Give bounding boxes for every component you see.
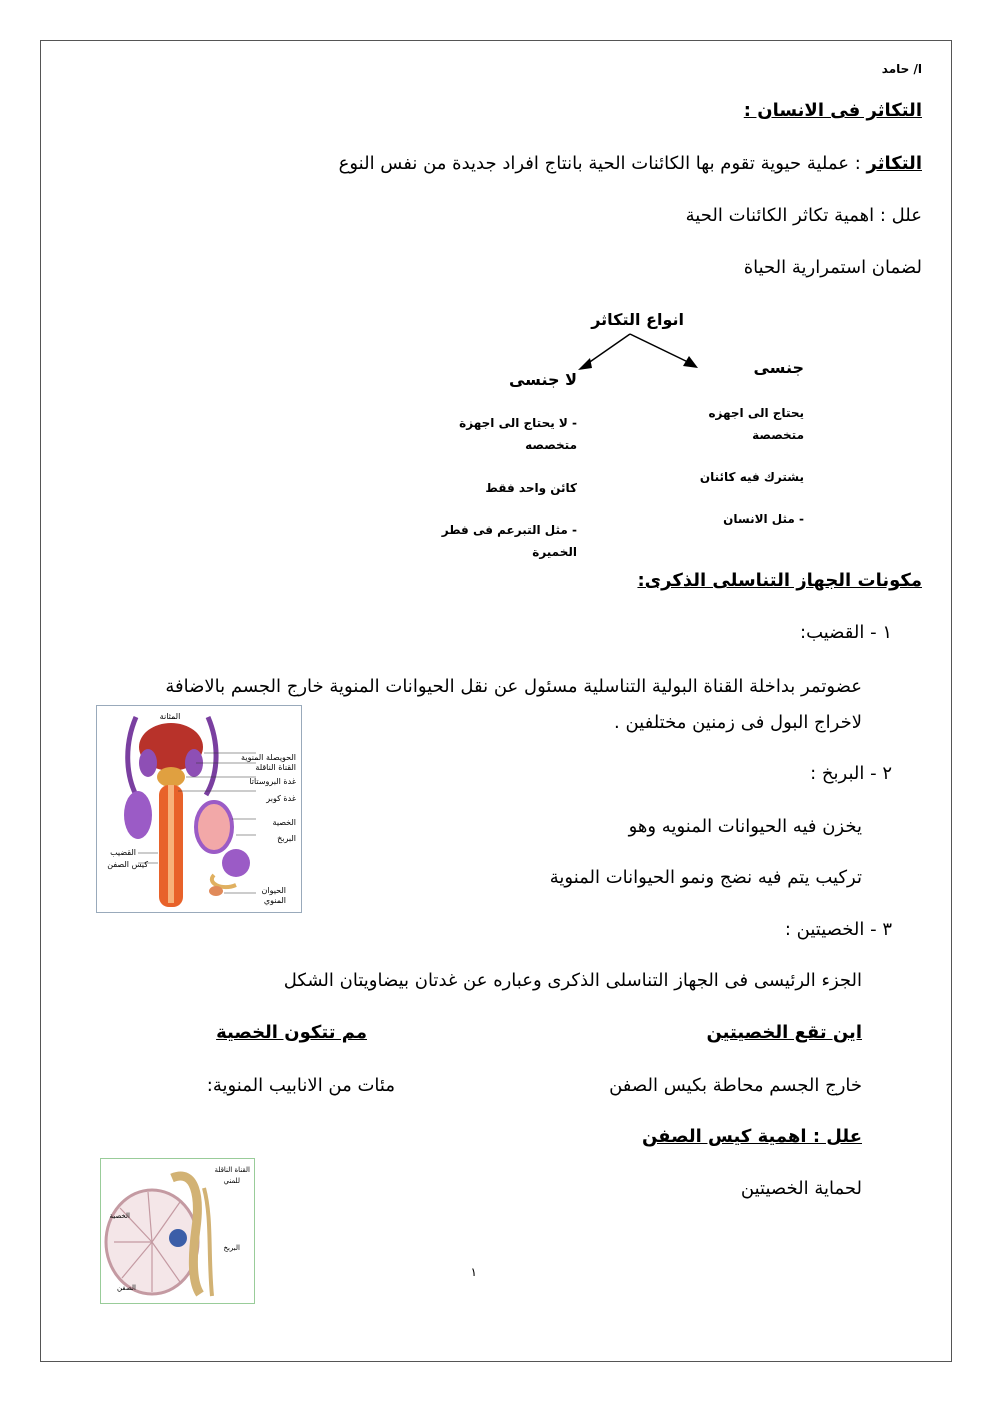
prostate-shape bbox=[157, 767, 185, 787]
sexual-label: جنسى bbox=[753, 358, 804, 377]
testes-where-answer: خارج الجسم محاطة بكيس الصفن bbox=[609, 1075, 862, 1096]
sexual-point-1: يحتاج الى اجهزه متخصصة bbox=[708, 406, 804, 442]
penis-line-1: عضوتمر بداخلة القناة البولية التناسلية مسئول عن نقل الحيوانات المنوية خارج الجسم بالاضافة bbox=[165, 676, 862, 697]
rete-testis bbox=[169, 1229, 187, 1247]
page-title: التكاثر فى الانسان : bbox=[743, 100, 922, 121]
scrotum-question: علل : اهمية كيس الصفن bbox=[641, 1126, 862, 1147]
arrow-left-line bbox=[584, 334, 630, 366]
page-number: ١ bbox=[470, 1265, 477, 1279]
label-testis: الخصية bbox=[109, 1212, 130, 1220]
author-label: ا/ حامد bbox=[881, 62, 922, 76]
label-epididymis: البربخ bbox=[223, 1244, 240, 1252]
types-title: انواع التكاثر bbox=[591, 310, 684, 329]
label-cowper: غدة كوبر bbox=[266, 794, 296, 803]
scrotum-answer: لحماية الخصيتين bbox=[740, 1178, 862, 1199]
arrow-left-head bbox=[578, 358, 592, 370]
label-testis: الخصية bbox=[272, 818, 296, 827]
testes-title: ٣ - الخصيتين : bbox=[784, 919, 892, 940]
vesicle-left bbox=[139, 749, 157, 777]
label-sperm-1: الحيوان bbox=[261, 886, 286, 895]
penis-line-2: لاخراج البول فى زمنين مختلفين . bbox=[614, 712, 862, 733]
penis-title: ١ - القضيب: bbox=[800, 622, 892, 643]
reason-question: علل : اهمية تكاثر الكائنات الحية bbox=[685, 205, 922, 226]
asexual-point-3: - مثل التبرعم فى فطر الخميرة bbox=[441, 523, 577, 559]
label-vas: القناة الناقلة bbox=[255, 763, 296, 772]
testes-text: الجزء الرئيسى فى الجهاز التناسلى الذكرى وعباره عن غدتان بيضاويتان الشكل bbox=[283, 970, 862, 991]
testes-made-answer: مئات من الانابيب المنوية: bbox=[206, 1075, 395, 1096]
definition-line bbox=[339, 153, 922, 174]
label-vas-1: القناة الناقلة bbox=[214, 1166, 250, 1174]
label-prostate: غدة البروستاتا bbox=[249, 777, 296, 786]
urethra-shape bbox=[168, 785, 174, 903]
arrow-right-line bbox=[630, 334, 692, 364]
male-system-heading: مكونات الجهاز التناسلى الذكرى: bbox=[637, 570, 922, 591]
arrow-right-head bbox=[683, 356, 698, 368]
testes-made-question: مم تتكون الخصية bbox=[216, 1022, 367, 1043]
testis-detail bbox=[222, 849, 250, 877]
types-arrows bbox=[570, 330, 710, 380]
testes-where-question: اين تقع الخصيتين bbox=[706, 1022, 862, 1043]
asexual-point-1: - لا يحتاج الى اجهزة متخصصه bbox=[459, 416, 577, 452]
label-vesicle: الحويصلة المنوية bbox=[241, 753, 296, 762]
label-epididymis: البربخ bbox=[277, 834, 296, 843]
epididymis-line-2: تركيب يتم فيه نضج ونمو الحيوانات المنوية bbox=[549, 867, 862, 888]
label-scrotum: الصفن bbox=[116, 1284, 136, 1292]
testis-diagram bbox=[100, 1158, 255, 1304]
testis-left bbox=[124, 791, 152, 839]
sexual-point-3: - مثل الانسان bbox=[723, 512, 804, 526]
label-bladder: المثانة bbox=[159, 712, 181, 721]
reason-answer: لضمان استمرارية الحياة bbox=[743, 257, 922, 278]
asexual-label: لا جنسى bbox=[508, 370, 577, 389]
testis-right bbox=[196, 802, 232, 852]
label-penis: القضيب bbox=[110, 848, 136, 857]
epididymis-line-1: يخزن فيه الحيوانات المنويه وهو bbox=[628, 816, 862, 837]
sperm-head bbox=[209, 886, 223, 896]
label-scrotum: كيس الصفن bbox=[107, 860, 148, 869]
asexual-point-2: كائن واحد فقط bbox=[485, 481, 577, 495]
male-system-diagram bbox=[96, 705, 302, 913]
epididymis-title: ٢ - البربخ : bbox=[810, 763, 892, 784]
label-vas-2: للمني bbox=[223, 1177, 240, 1185]
definition-text: : عملية حيوية تقوم بها الكائنات الحية بانتاج افراد جديدة من نفس النوع bbox=[338, 153, 861, 174]
label-sperm-2: المنوي bbox=[263, 896, 286, 905]
definition-term: التكاثر bbox=[866, 153, 922, 174]
sexual-point-2: يشترك فيه كائنان bbox=[699, 470, 804, 484]
